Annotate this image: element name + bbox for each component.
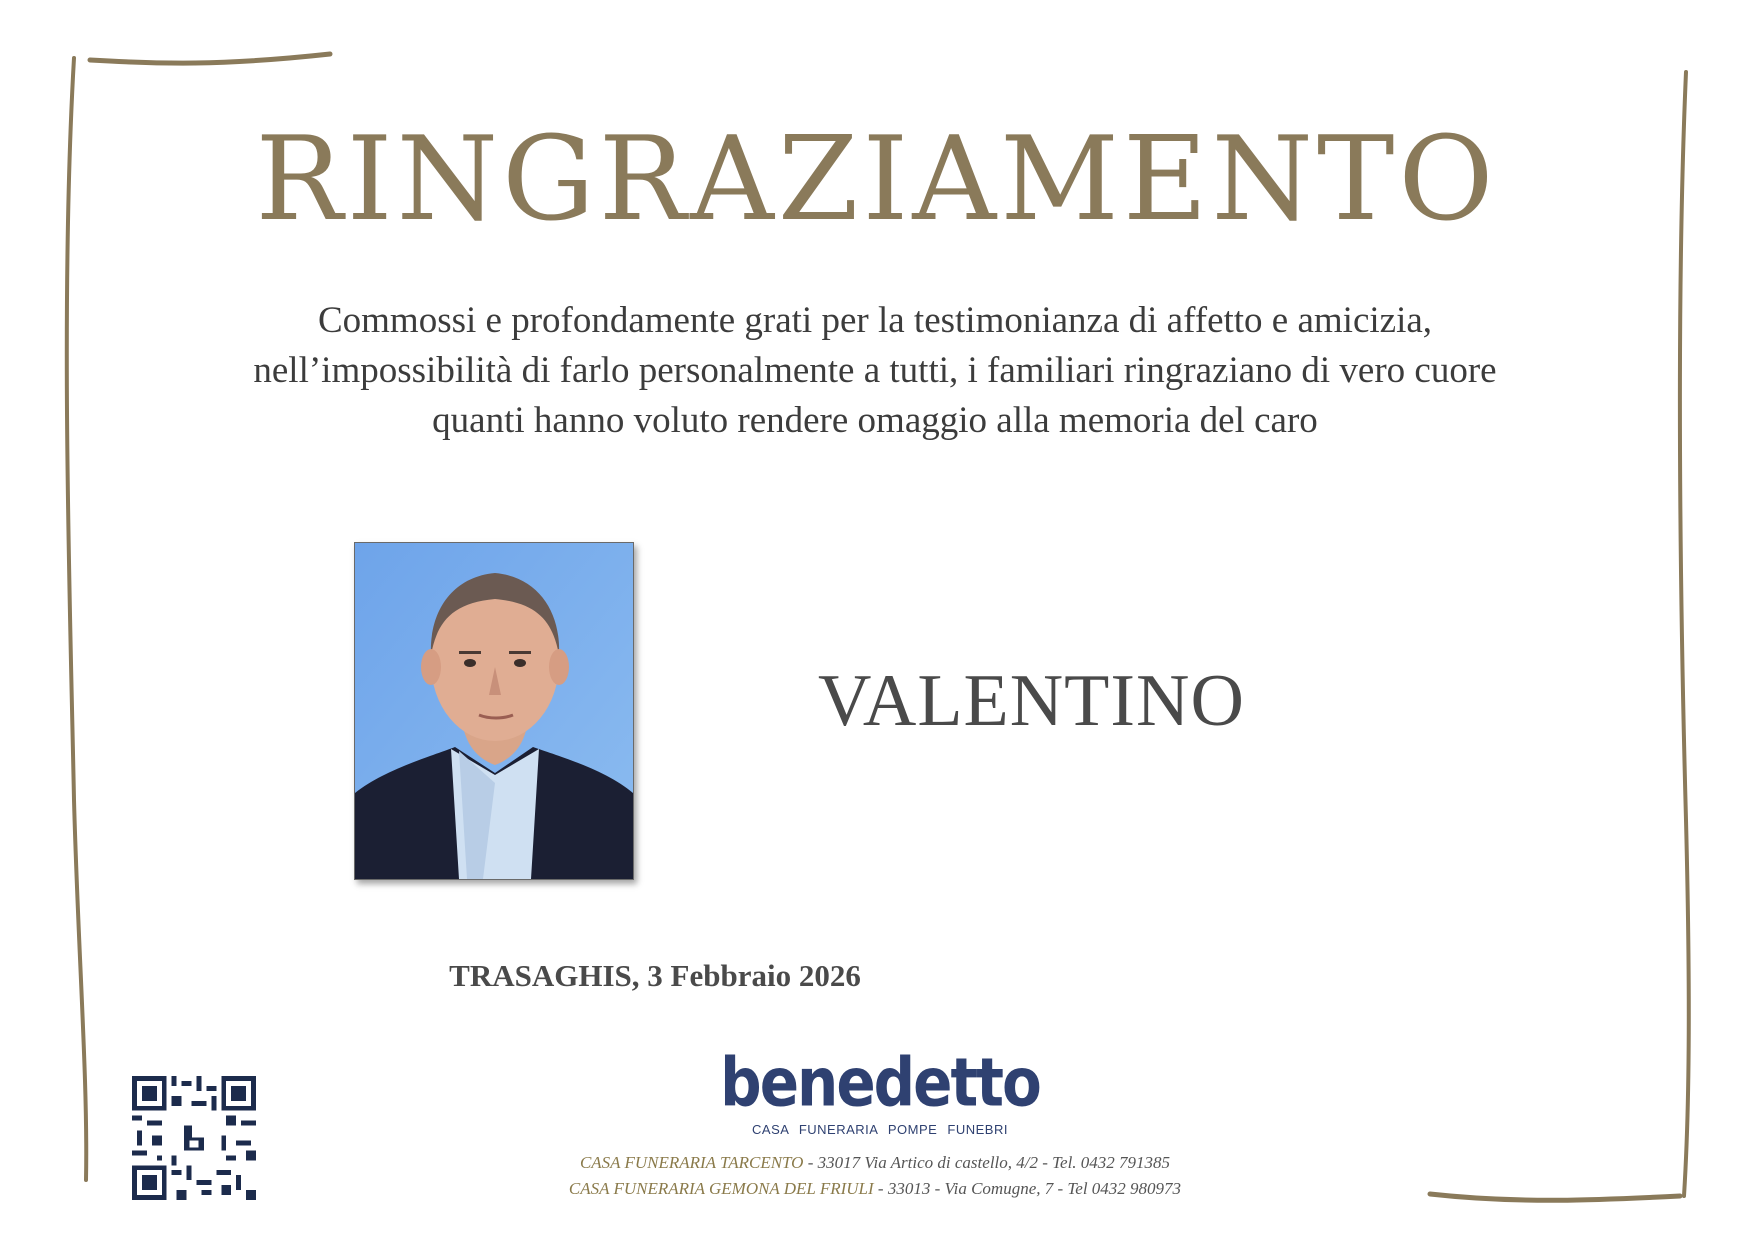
place-and-date: TRASAGHIS, 3 Febbraio 2026 — [449, 958, 861, 993]
address-details: - 33017 Via Artico di castello, 4/2 - Tel. 0432 791385 — [803, 1153, 1171, 1172]
thank-you-message — [160, 296, 1590, 446]
address-line — [450, 1150, 1300, 1176]
contact-addresses — [450, 1150, 1300, 1202]
deceased-name: VALENTINO — [818, 660, 1245, 742]
address-details: - 33013 - Via Comugne, 7 - Tel 0432 980973 — [873, 1179, 1182, 1198]
address-line — [450, 1176, 1300, 1202]
address-name: CASA FUNERARIA GEMONA DEL FRIULI — [568, 1179, 874, 1198]
logo-tagline: CASA FUNERARIA POMPE FUNEBRI — [752, 1122, 1008, 1137]
message-line: quanti hanno voluto rendere omaggio alla memoria del caro — [432, 400, 1318, 441]
qr-code-icon[interactable] — [132, 1076, 256, 1200]
address-name: CASA FUNERARIA TARCENTO — [579, 1153, 804, 1172]
message-line: Commossi e profondamente grati per la testimonianza di affetto e amicizia, — [317, 300, 1433, 341]
logo-wordmark: benedetto — [720, 1043, 1040, 1122]
portrait-illustration — [355, 543, 633, 879]
page-title: RINGRAZIAMENTO — [255, 112, 1498, 247]
message-line: nell’impossibilità di farlo personalmente a tutti, i familiari ringraziano di vero cuore — [253, 350, 1497, 391]
portrait-photo — [354, 542, 634, 880]
funeral-home-logo — [700, 1043, 1060, 1137]
